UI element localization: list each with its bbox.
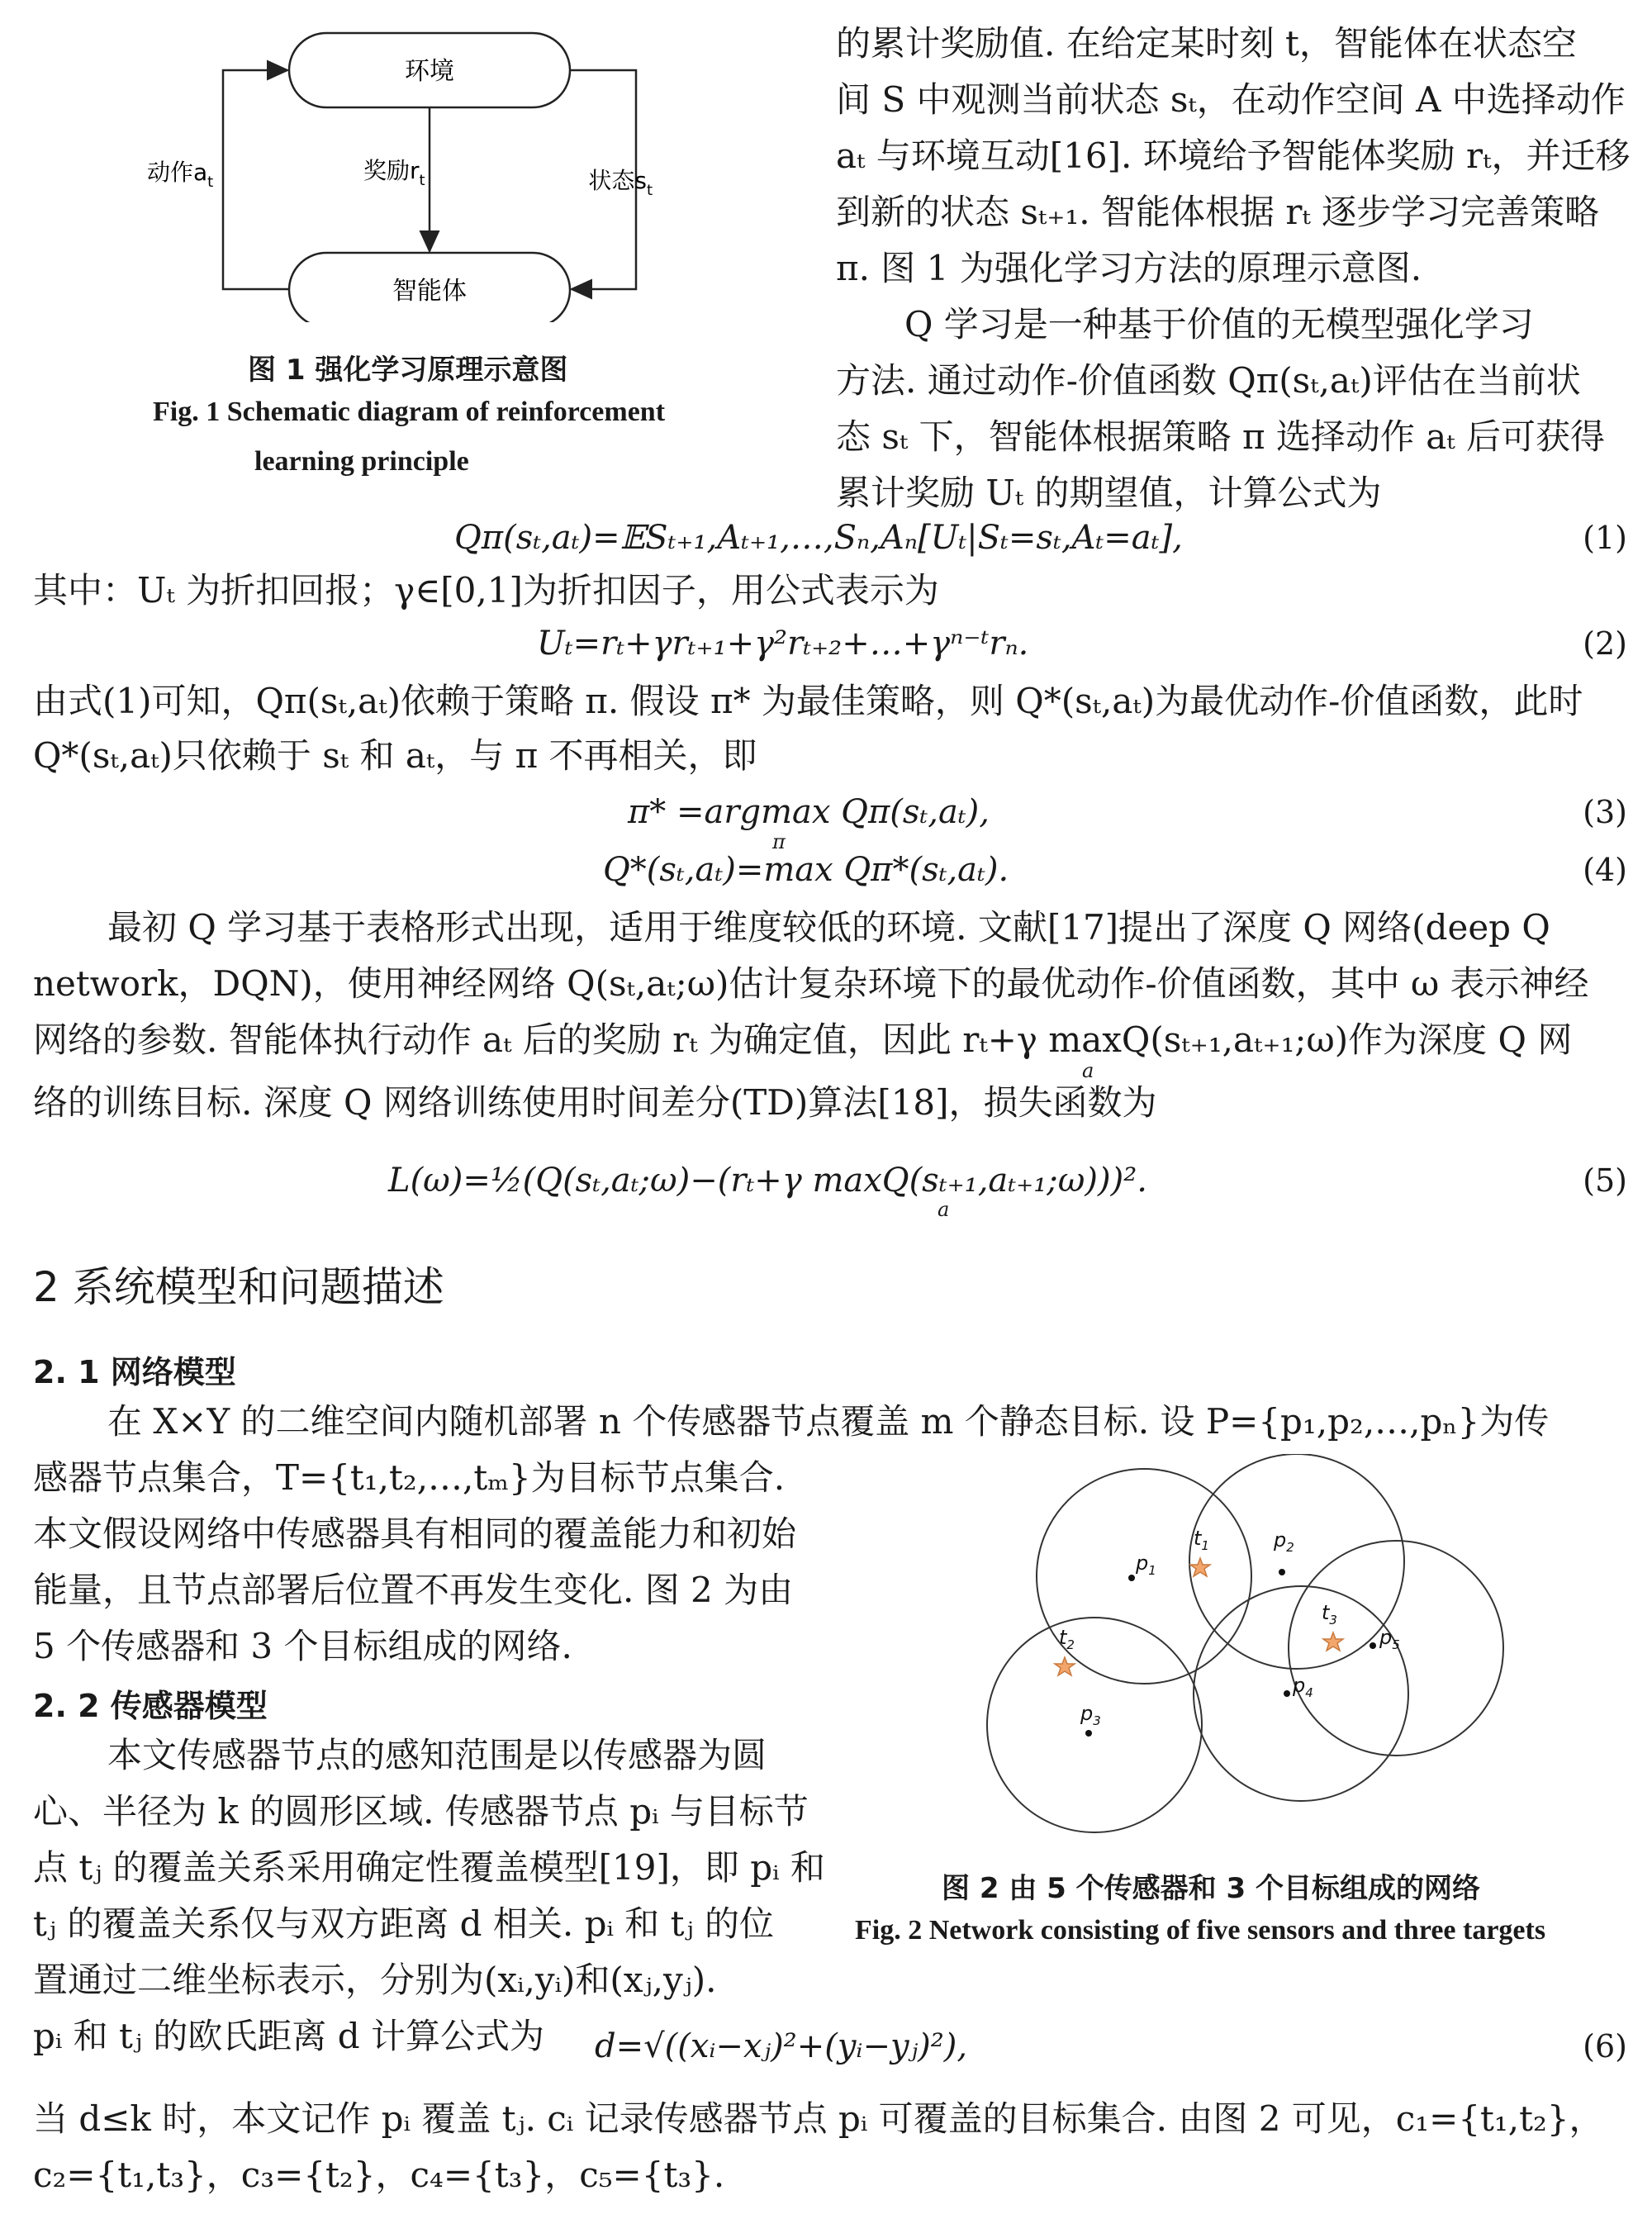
environment-label: 环境 <box>405 57 454 86</box>
equation-2-number: (2) <box>1583 625 1627 662</box>
right-col-line-9: 累计奖励 Uₜ 的期望值，计算公式为 <box>836 473 1382 513</box>
sec21-left-line-2: 本文假设网络中传感器具有相同的覆盖能力和初始 <box>33 1513 797 1554</box>
sensor-p3-label: $p_3$ <box>1080 1702 1101 1728</box>
figure-1-caption-en-1: Fig. 1 Schematic diagram of reinforcement <box>153 397 666 427</box>
right-col-line-5: π. 图 1 为强化学习方法的原理示意图. <box>836 248 1422 288</box>
right-col-line-7: 方法. 通过动作-价值函数 Qπ(sₜ,aₜ)评估在当前状 <box>836 360 1581 401</box>
right-col-line-1: 的累计奖励值. 在给定某时刻 t，智能体在状态空 <box>836 23 1577 64</box>
sec22-left-line-6: pᵢ 和 tⱼ 的欧氏距离 d 计算公式为 <box>33 2016 544 2056</box>
section-2-heading: 2 系统模型和问题描述 <box>33 1263 444 1311</box>
sensor-p1-dot <box>1128 1575 1135 1581</box>
section-2-1-heading: 2. 1 网络模型 <box>33 1354 236 1390</box>
para-c-line-2: network，DQN)，使用神经网络 Q(sₜ,aₜ;ω)估计复杂环境下的最优动作-价值函数，其中 ω 表示神经 <box>33 963 1589 1004</box>
text-line-b2: Q*(sₜ,aₜ)只依赖于 sₜ 和 aₜ，与 π 不再相关，即 <box>33 735 757 776</box>
sec22-left-line-3: 点 tⱼ 的覆盖关系采用确定性覆盖模型[19]，即 pᵢ 和 <box>33 1847 825 1888</box>
action-label: 动作$a_t$ <box>147 159 214 191</box>
equation-3-number: (3) <box>1583 794 1627 830</box>
sec22-left-line-5: 置通过二维坐标表示，分别为(xᵢ,yᵢ)和(xⱼ,yⱼ). <box>33 1960 717 2000</box>
sec22-left-line-4: tⱼ 的覆盖关系仅与双方距离 d 相关. pᵢ 和 tⱼ 的位 <box>33 1903 774 1944</box>
right-col-line-2: 间 S 中观测当前状态 sₜ，在动作空间 A 中选择动作 <box>836 79 1626 120</box>
figure-1-caption-zh: 图 1 强化学习原理示意图 <box>248 354 568 387</box>
para-c-line-4: 络的训练目标. 深度 Q 网络训练使用时间差分(TD)算法[18]，损失函数为 <box>33 1082 1157 1123</box>
right-col-line-6: Q 学习是一种基于价值的无模型强化学习 <box>904 304 1534 344</box>
target-t3-label: $t_3$ <box>1322 1601 1337 1627</box>
para-c-line-1: 最初 Q 学习基于表格形式出现，适用于维度较低的环境. 文献[17]提出了深度 Q 网络(deep Q <box>107 907 1550 948</box>
figure-2-diagram <box>983 1454 1644 1842</box>
sec21-left-line-4: 5 个传感器和 3 个目标组成的网络. <box>33 1626 572 1666</box>
sensor-p4-label: $p_4$ <box>1293 1674 1313 1700</box>
sec21-left-line-1: 感器节点集合，T={t₁,t₂,…,tₘ}为目标节点集合. <box>33 1457 786 1498</box>
equation-6-number: (6) <box>1583 2028 1627 2065</box>
equation-4-number: (4) <box>1583 852 1627 888</box>
agent-label: 智能体 <box>392 277 467 306</box>
equation-4: Q*(sₜ,aₜ)=max Qπ*(sₜ,aₜ). <box>603 851 1009 889</box>
figure-1-caption-en-2: learning principle <box>254 446 469 477</box>
figure-2-caption-en: Fig. 2 Network consisting of five sensors and three targets <box>855 1915 1546 1946</box>
sec22-left-line-1: 本文传感器节点的感知范围是以传感器为圆 <box>107 1735 767 1775</box>
sensor-p2-dot <box>1279 1569 1285 1575</box>
target-t2-label: $t_2$ <box>1059 1626 1075 1652</box>
sec22-left-line-2: 心、半径为 k 的圆形区域. 传感器节点 pᵢ 与目标节 <box>33 1791 809 1832</box>
equation-3: π* =argmax Qπ(sₜ,aₜ), <box>628 793 990 831</box>
para-c-line-3: 网络的参数. 智能体执行动作 aₜ 后的奖励 rₜ 为确定值，因此 rₜ+γ maxQ(sₜ₊₁,aₜ₊₁;ω)作为深度 Q 网 <box>33 1019 1573 1060</box>
section-2-2-heading: 2. 2 传感器模型 <box>33 1688 268 1724</box>
text-line-b1: 由式(1)可知，Qπ(sₜ,aₜ)依赖于策略 π. 假设 π* 为最佳策略，则 Q*(sₜ,aₜ)为最优动作-价值函数，此时 <box>33 681 1583 721</box>
equation-5: L(ω)=½(Q(sₜ,aₜ;ω)−(rₜ+γ maxQ(sₜ₊₁,aₜ₊₁;ω)))². <box>388 1162 1147 1200</box>
sensor-p1-label: $p_1$ <box>1136 1551 1156 1578</box>
target-t2-star <box>1055 1657 1075 1675</box>
action-arrow <box>223 70 289 289</box>
text-line-d1: 当 d≤k 时，本文记作 pᵢ 覆盖 tⱼ. cᵢ 记录传感器节点 pᵢ 可覆盖的目标集合. 由图 2 可见，c₁={t₁,t₂}， <box>33 2098 1604 2139</box>
coverage-circle-p2 <box>1189 1454 1404 1669</box>
right-col-line-4: 到新的状态 sₜ₊₁. 智能体根据 rₜ 逐步学习完善策略 <box>836 192 1600 232</box>
sensor-p5-dot <box>1370 1642 1376 1649</box>
sensor-p4-dot <box>1284 1690 1290 1697</box>
equation-5-subscript: a <box>938 1198 950 1221</box>
sec21-left-line-3: 能量，且节点部署后位置不再发生变化. 图 2 为由 <box>33 1570 794 1610</box>
figure-2-caption-zh: 图 2 由 5 个传感器和 3 个目标组成的网络 <box>942 1872 1480 1905</box>
state-label: 状态$s_t$ <box>588 167 653 199</box>
right-col-line-8: 态 sₜ 下，智能体根据策略 π 选择动作 aₜ 后可获得 <box>836 416 1606 457</box>
target-t3-star <box>1323 1632 1343 1651</box>
text-line-a: 其中：Uₜ 为折扣回报；γ∈[0,1]为折扣因子，用公式表示为 <box>33 570 939 611</box>
equation-1-number: (1) <box>1583 520 1627 556</box>
sensor-p3-dot <box>1085 1730 1092 1737</box>
sensor-p5-label: $p_5$ <box>1379 1626 1400 1652</box>
sensor-p2-label: $p_2$ <box>1274 1528 1294 1555</box>
para-c-max-subscript: a <box>1082 1059 1094 1082</box>
reward-label: 奖励$r_t$ <box>363 157 425 189</box>
equation-6: d=√((xᵢ−xⱼ)²+(yᵢ−yⱼ)²), <box>595 2027 968 2065</box>
right-col-line-3: aₜ 与环境互动[16]. 环境给予智能体奖励 rₜ，并迁移 <box>836 135 1631 176</box>
equation-5-number: (5) <box>1583 1162 1627 1199</box>
sec21-full-line: 在 X×Y 的二维空间内随机部署 n 个传感器节点覆盖 m 个静态目标. 设 P={p₁,p₂,…,pₙ}为传 <box>107 1401 1550 1442</box>
figure-1-diagram <box>124 17 653 322</box>
text-line-d2: c₂={t₁,t₃}，c₃={t₂}，c₄={t₃}，c₅={t₃}. <box>33 2155 725 2195</box>
equation-2: Uₜ=rₜ+γrₜ₊₁+γ²rₜ₊₂+…+γⁿ⁻ᵗrₙ. <box>537 625 1029 663</box>
target-t1-label: $t_1$ <box>1194 1527 1209 1553</box>
target-t1-star <box>1190 1558 1210 1576</box>
equation-1: Qπ(sₜ,aₜ)=𝔼Sₜ₊₁,Aₜ₊₁,…,Sₙ,Aₙ[Uₜ|Sₜ=sₜ,Aₜ=aₜ], <box>454 519 1183 557</box>
equation-3-subscript: π <box>772 830 786 853</box>
